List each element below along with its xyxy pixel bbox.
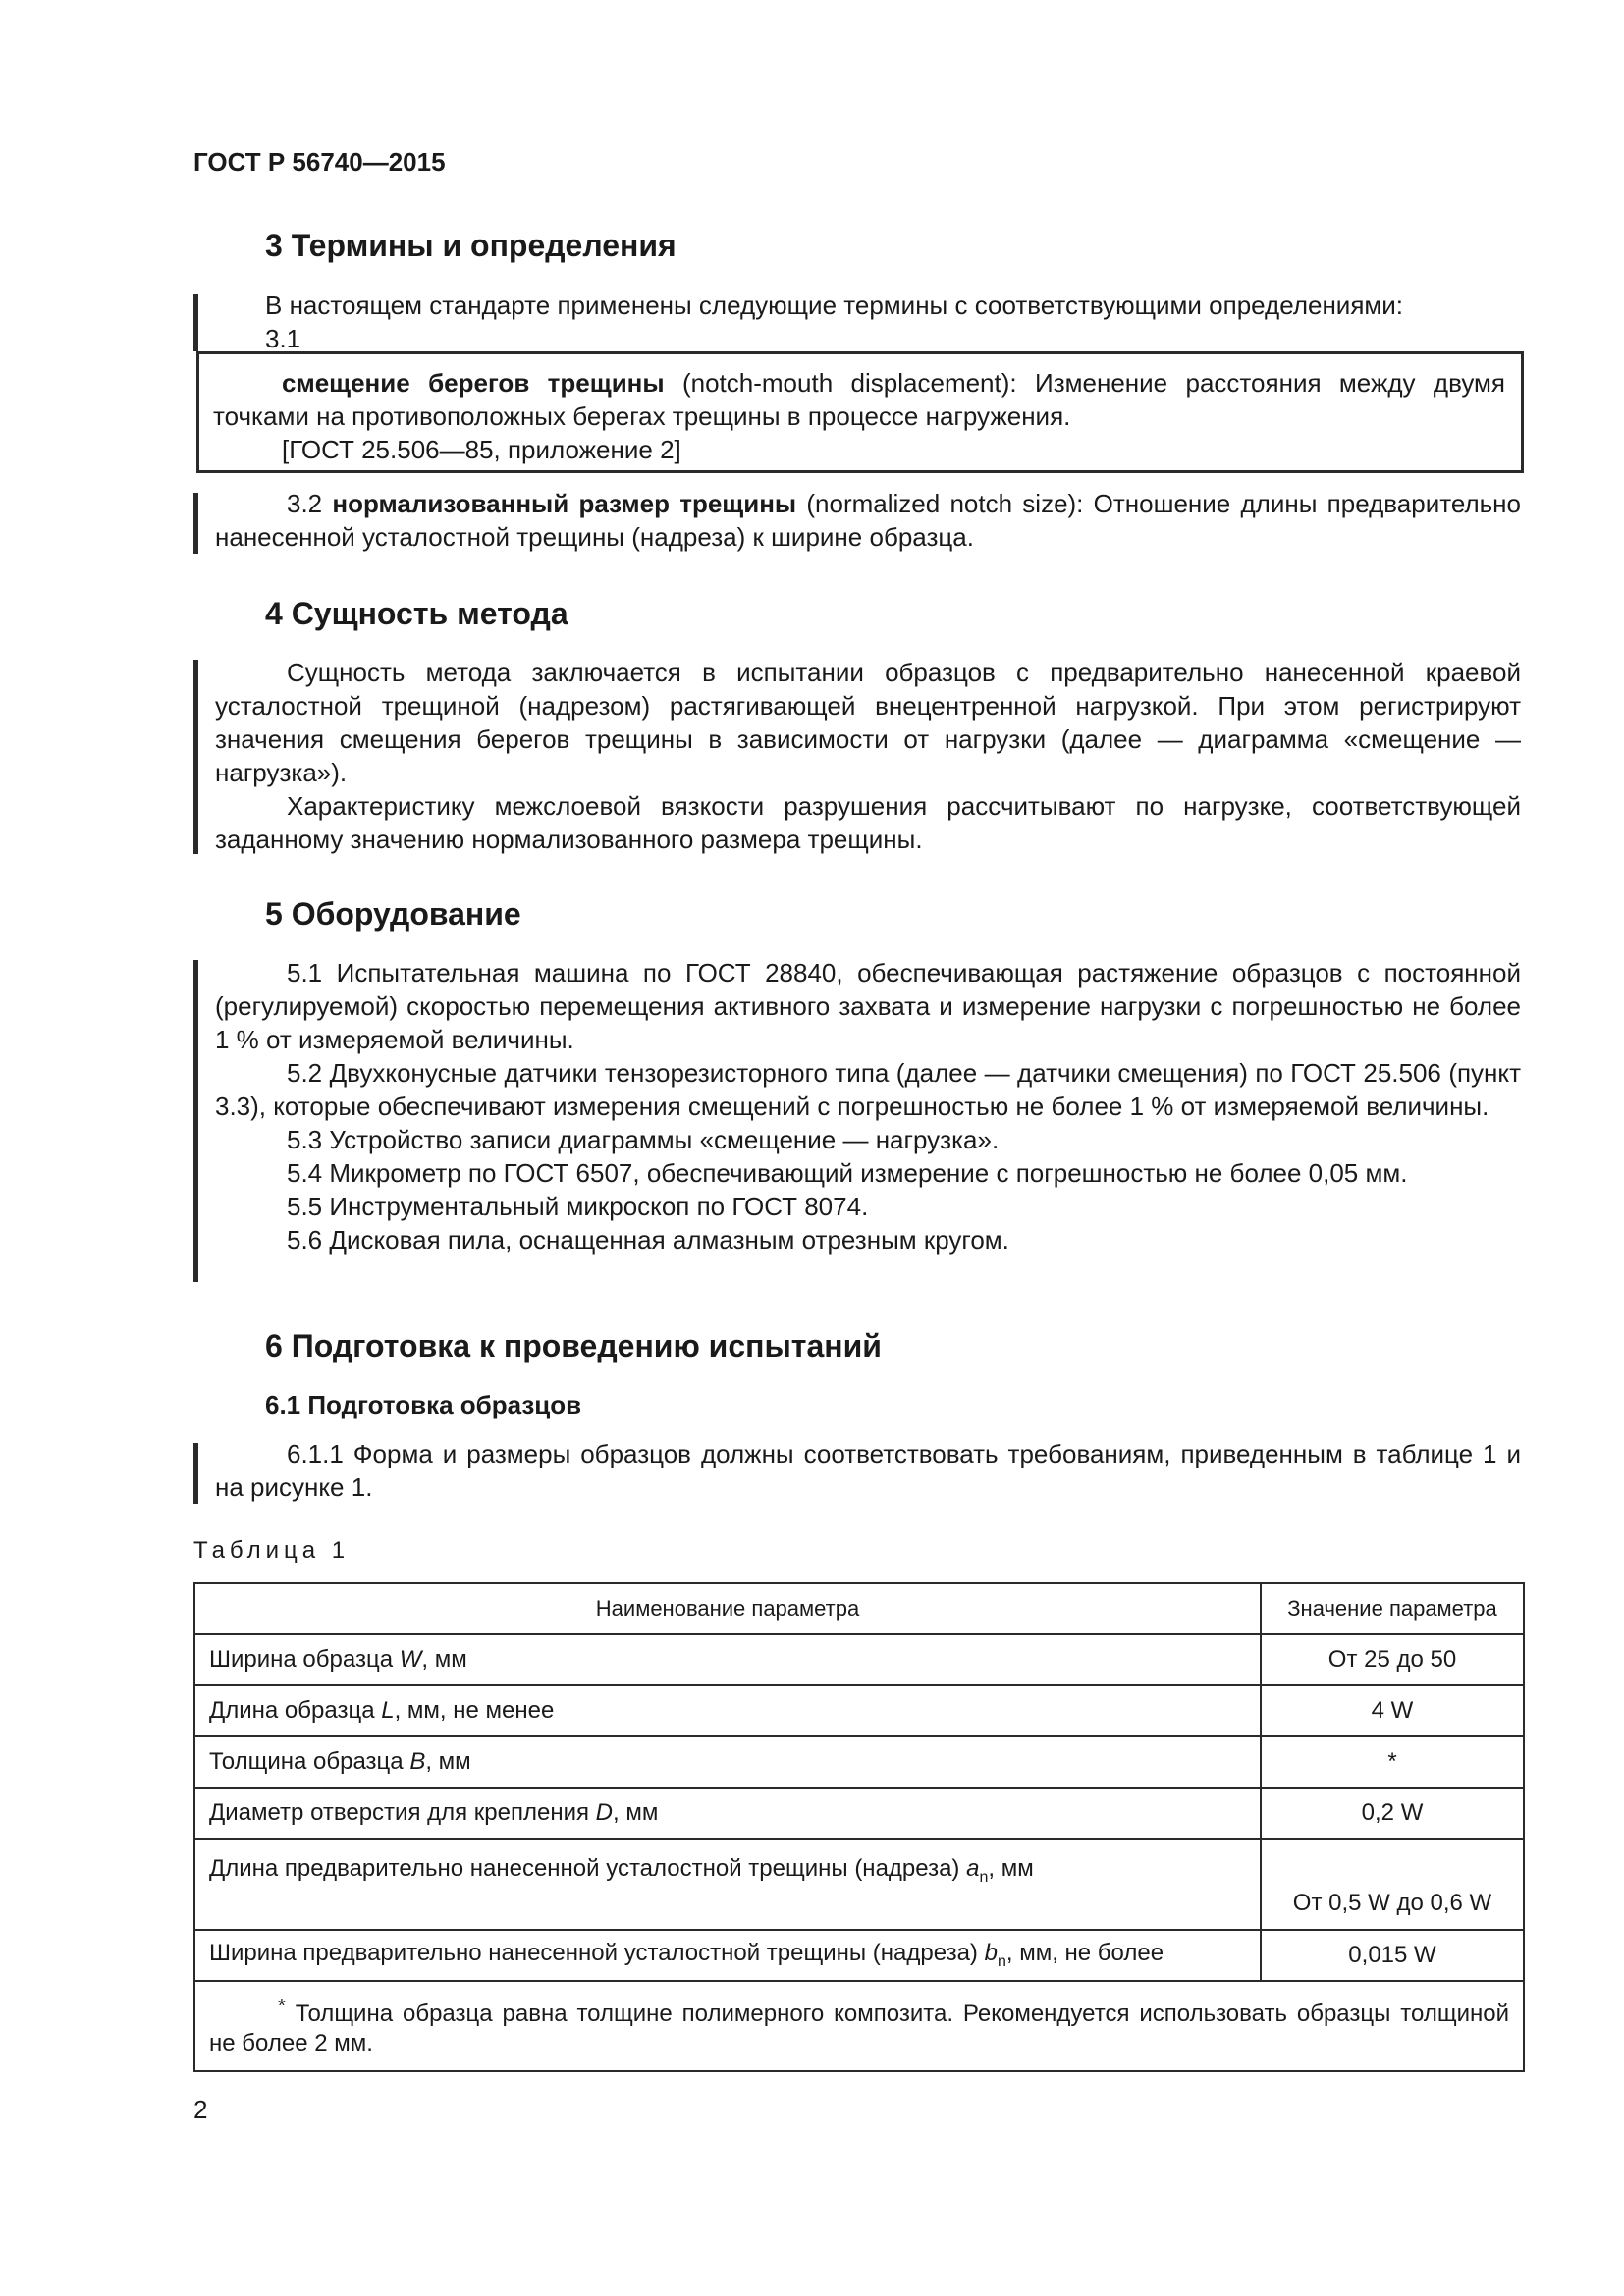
equipment-item: 5.3 Устройство записи диаграммы «смещение — нагрузка». bbox=[287, 1125, 1000, 1154]
parameter-cell: Длина предварительно нанесенной усталостной трещины (надреза) $a_n$, мм bbox=[194, 1839, 1261, 1930]
table-header-row bbox=[194, 1583, 1524, 1634]
term-3-1-box bbox=[196, 351, 1524, 473]
table-footnote bbox=[194, 1981, 1524, 2071]
revision-bar bbox=[193, 660, 198, 854]
equipment-item: 5.1 Испытательная машина по ГОСТ 28840, обеспечивающая растяжение образцов с постоянной (регулируемой) скоростью перемещения активного захвата и измерение нагрузки с погрешностью не более 1 % от измеряемой величины. bbox=[215, 958, 1521, 1054]
section-4-paragraph: Сущность метода заключается в испытании образцов с предварительно нанесенной краевой усталостной трещиной (надрезом) растягивающей внецентренной нагрузкой. При этом регистрируют значения смещения берегов трещины в зависимости от нагрузки (далее — диаграмма «смещение — нагрузка»). bbox=[215, 658, 1521, 787]
section-4-heading: 4 Сущность метода bbox=[265, 596, 568, 631]
parameters-table bbox=[193, 1582, 1525, 2072]
value-cell: * bbox=[1261, 1736, 1524, 1788]
table-row bbox=[194, 1685, 1524, 1736]
footnote-text: Толщина образца равна толщине полимерного композита. Рекомендуется использовать образцы толщиной не более 2 мм. bbox=[209, 2001, 1509, 2056]
parameter-cell: Диаметр отверстия для крепления D, мм bbox=[194, 1788, 1261, 1839]
table-footnote-row bbox=[194, 1981, 1524, 2071]
term-3-1-reference: [ГОСТ 25.506—85, приложение 2] bbox=[282, 435, 681, 464]
value-cell: 4 W bbox=[1261, 1685, 1524, 1736]
table-row bbox=[194, 1788, 1524, 1839]
value-cell: 0,2 W bbox=[1261, 1788, 1524, 1839]
parameter-cell: Толщина образца B, мм bbox=[194, 1736, 1261, 1788]
term-3-2 bbox=[215, 487, 1521, 554]
term-3-1-definition: (notch-mouth displacement): Изменение расстояния между двумя точками на противоположных берегах трещины в процессе нагружения. bbox=[213, 368, 1505, 431]
term-3-2-name: нормализованный размер трещины bbox=[332, 489, 797, 518]
term-3-1-name: смещение берегов трещины bbox=[282, 368, 665, 398]
page-number: 2 bbox=[193, 2095, 208, 2124]
table-row bbox=[194, 1839, 1524, 1930]
section-4-body bbox=[215, 656, 1521, 856]
section-4-paragraph: Характеристику межслоевой вязкости разрушения рассчитывают по нагрузке, соответствующей заданному значению нормализованного размера трещины. bbox=[215, 791, 1521, 854]
revision-bar bbox=[193, 960, 198, 1282]
footnote-mark: * bbox=[278, 1996, 286, 2017]
revision-bar bbox=[193, 294, 198, 351]
section-6-body bbox=[215, 1437, 1521, 1504]
paragraph-6-1-1: 6.1.1 Форма и размеры образцов должны соответствовать требованиям, приведенным в таблице 1 и на рисунке 1. bbox=[215, 1439, 1521, 1502]
parameter-cell: Ширина предварительно нанесенной усталостной трещины (надреза) $b_n$, мм, не более bbox=[194, 1930, 1261, 1981]
column-header-parameter: Наименование параметра bbox=[194, 1583, 1261, 1634]
term-3-2-definition: (normalized notch size): Отношение длины предварительно нанесенной усталостной трещины (надреза) к ширине образца. bbox=[215, 489, 1521, 552]
section-5-body bbox=[215, 956, 1521, 1256]
document-header: ГОСТ Р 56740—2015 bbox=[193, 147, 446, 177]
equipment-item: 5.6 Дисковая пила, оснащенная алмазным отрезным кругом. bbox=[287, 1225, 1009, 1255]
value-cell: От 25 до 50 bbox=[1261, 1634, 1524, 1685]
table-caption: Таблица 1 bbox=[193, 1537, 351, 1564]
revision-bar bbox=[193, 493, 198, 554]
item-3-1-number: 3.1 bbox=[265, 324, 301, 353]
intro-text: В настоящем стандарте применены следующие термины с соответствующими определениями: bbox=[265, 291, 1404, 320]
equipment-item: 5.4 Микрометр по ГОСТ 6507, обеспечивающий измерение с погрешностью не более 0,05 мм. bbox=[287, 1158, 1408, 1188]
subsection-6-1-heading: 6.1 Подготовка образцов bbox=[265, 1390, 582, 1419]
section-5-heading: 5 Оборудование bbox=[265, 896, 521, 932]
parameter-cell: Длина образца L, мм, не менее bbox=[194, 1685, 1261, 1736]
table-row bbox=[194, 1736, 1524, 1788]
column-header-value: Значение параметра bbox=[1261, 1583, 1524, 1634]
table-row bbox=[194, 1634, 1524, 1685]
equipment-item: 5.2 Двухконусные датчики тензорезисторного типа (далее — датчики смещения) по ГОСТ 25.506 (пункт 3.3), которые обеспечивают измерения смещений с погрешностью не более 1 % от измеряемой величины. bbox=[215, 1058, 1521, 1121]
table-row bbox=[194, 1930, 1524, 1981]
section-6-heading: 6 Подготовка к проведению испытаний bbox=[265, 1328, 882, 1363]
value-cell: 0,015 W bbox=[1261, 1930, 1524, 1981]
revision-bar bbox=[193, 1443, 198, 1504]
equipment-item: 5.5 Инструментальный микроскоп по ГОСТ 8074. bbox=[287, 1192, 869, 1221]
section-3-intro bbox=[265, 289, 1532, 355]
value-cell: От 0,5 W до 0,6 W bbox=[1261, 1839, 1524, 1930]
parameter-cell: Ширина образца W, мм bbox=[194, 1634, 1261, 1685]
item-3-2-number: 3.2 bbox=[287, 489, 333, 518]
section-3-heading: 3 Термины и определения bbox=[265, 228, 677, 263]
